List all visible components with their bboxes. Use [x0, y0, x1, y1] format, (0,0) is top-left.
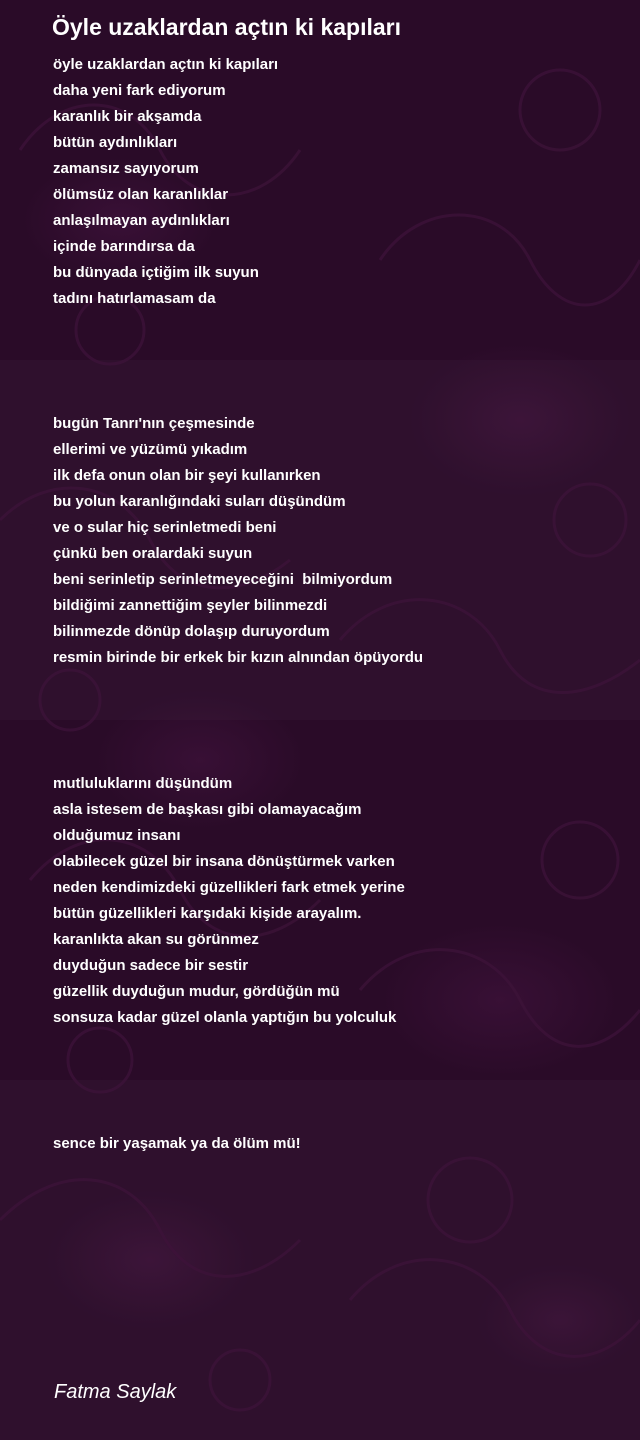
- poem-line: bildiğimi zannettiğim şeyler bilinmezdi: [53, 597, 328, 614]
- ring-ornament: [520, 70, 600, 150]
- poem-line: içinde barındırsa da: [53, 238, 195, 255]
- poem-line: zamansız sayıyorum: [53, 160, 199, 177]
- poem-line: ilk defa onun olan bir şeyi kullanırken: [53, 467, 321, 484]
- swirl-ornament: [0, 1180, 300, 1277]
- poem-line: ölümsüz olan karanlıklar: [53, 186, 229, 203]
- poem-line: olabilecek güzel bir insana dönüştürmek varken: [53, 853, 395, 870]
- poem-line: bu yolun karanlığındaki suları düşündüm: [53, 493, 346, 510]
- poem-line: olduğumuz insanı: [53, 827, 181, 844]
- poem-line: tadını hatırlamasam da: [53, 290, 216, 307]
- swirl-ornament: [350, 1260, 640, 1357]
- stanza-4: [53, 1131, 301, 1157]
- poem-line: mutluluklarını düşündüm: [53, 775, 233, 792]
- swirl-ornament: [380, 215, 640, 305]
- poem-line: öyle uzaklardan açtın ki kapıları: [53, 56, 279, 73]
- poem-line: asla istesem de başkası gibi olamayacağım: [53, 801, 362, 818]
- poem-line: bilinmezde dönüp dolaşıp duruyordum: [53, 623, 330, 640]
- ring-ornament: [40, 670, 100, 730]
- stanza-1: [53, 52, 278, 312]
- ring-ornament: [210, 1350, 270, 1410]
- poem-line: bugün Tanrı'nın çeşmesinde: [53, 415, 255, 432]
- stanza-2: [53, 411, 423, 671]
- poem-title: Öyle uzaklardan açtın ki kapıları: [52, 14, 401, 40]
- poem-line: daha yeni fark ediyorum: [53, 82, 226, 99]
- ring-ornament: [428, 1158, 512, 1242]
- poem-line: bütün güzellikleri karşıdaki kişide arayalım.: [53, 905, 362, 922]
- poem-line: bu dünyada içtiğim ilk suyun: [53, 264, 259, 281]
- poem-line: resmin birinde bir erkek bir kızın alnından öpüyordu: [53, 649, 424, 666]
- poem-line: ellerimi ve yüzümü yıkadım: [53, 441, 248, 458]
- poem-line: anlaşılmayan aydınlıkları: [53, 212, 230, 229]
- poem-line: neden kendimizdeki güzellikleri fark etmek yerine: [53, 879, 405, 896]
- poem-line: sonsuza kadar güzel olanla yaptığın bu yolculuk: [53, 1009, 397, 1026]
- poem-line: duyduğun sadece bir sestir: [53, 957, 249, 974]
- poem-line: beni serinletip serinletmeyeceğini bilmiyordum: [53, 571, 393, 588]
- poem-line: güzellik duyduğun mudur, gördüğün mü: [53, 983, 340, 1000]
- poem-line: çünkü ben oralardaki suyun: [53, 545, 253, 562]
- poem-line: ve o sular hiç serinletmedi beni: [53, 519, 277, 536]
- poem-line: karanlıkta akan su görünmez: [53, 931, 259, 948]
- poem-line: karanlık bir akşamda: [53, 108, 202, 125]
- ring-ornament: [68, 1028, 132, 1092]
- ring-ornament: [542, 822, 618, 898]
- poem-line: bütün aydınlıkları: [53, 134, 178, 151]
- stanza-3: [53, 771, 405, 1031]
- ring-ornament: [554, 484, 626, 556]
- poem-line: sence bir yaşamak ya da ölüm mü!: [53, 1135, 301, 1152]
- author-signature: Fatma Saylak: [54, 1381, 177, 1403]
